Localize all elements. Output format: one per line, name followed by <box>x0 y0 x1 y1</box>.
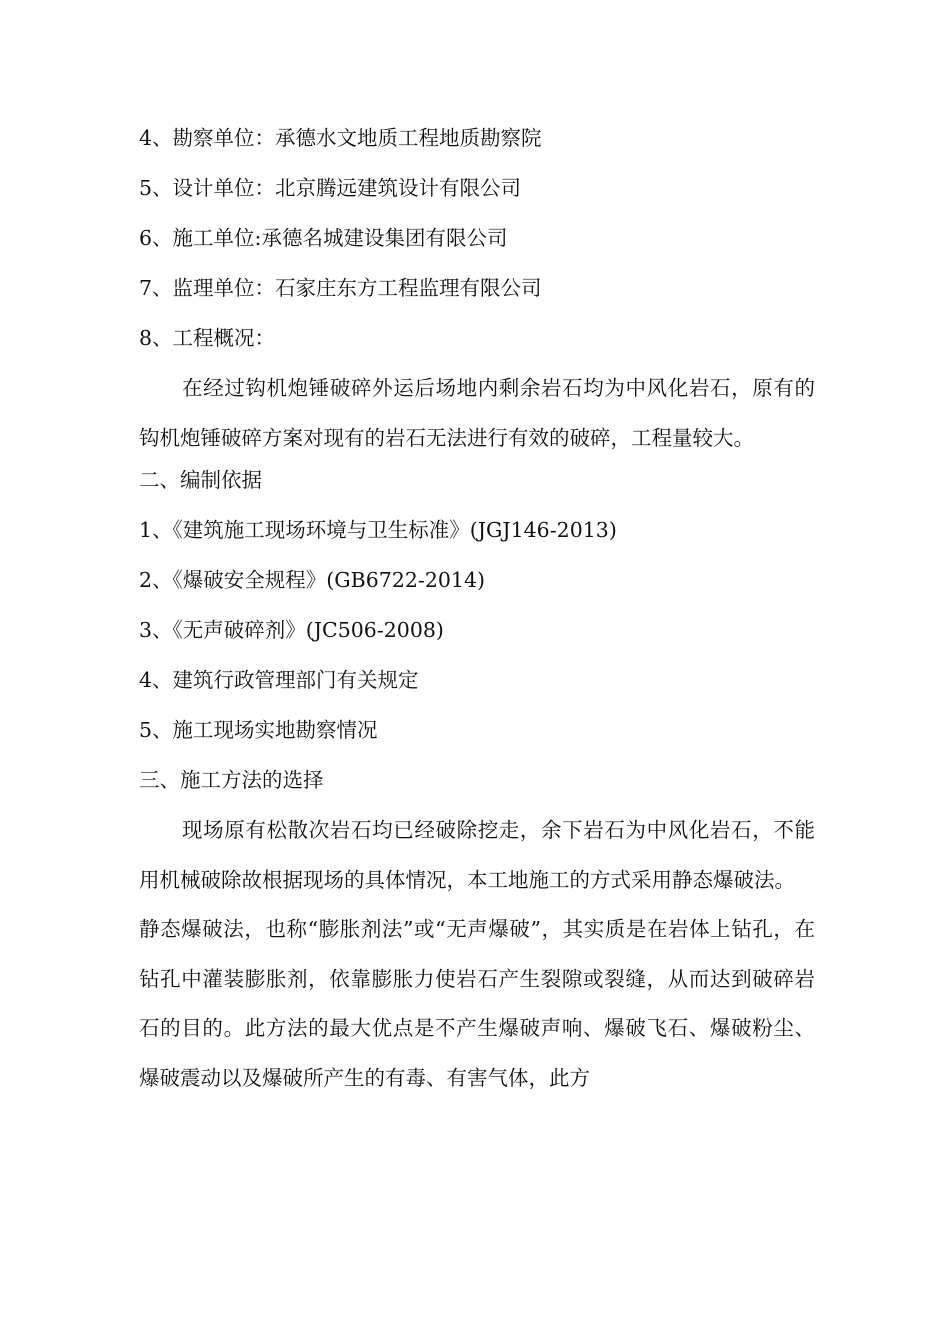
static-blasting-paragraph: 静态爆破法，也称“膨胀剂法”或“无声爆破”，其实质是在岩体上钻孔，在钻孔中灌装膨胀剂，依靠膨胀力使岩石产生裂隙或裂缝，从而达到破碎岩石的目的。此方法的最大优点是不产生爆破声响、爆破飞石、爆破粉尘、爆破震动以及爆破所产生的有毒、有害气体，此方 <box>139 917 815 1090</box>
basis-heading: 二、编制依据 <box>139 468 262 492</box>
supervision-unit-line: 7、监理单位：石家庄东方工程监理有限公司 <box>139 276 542 300</box>
method-heading: 三、施工方法的选择 <box>139 768 324 792</box>
overview-heading: 8、工程概况： <box>139 326 276 350</box>
basis-item-5: 5、施工现场实地勘察情况 <box>139 718 378 742</box>
basis-item-3: 3、《无声破碎剂》(JC506-2008) <box>139 618 444 642</box>
survey-unit-line: 4、勘察单位：承德水文地质工程地质勘察院 <box>139 126 542 150</box>
design-unit-line: 5、设计单位：北京腾远建筑设计有限公司 <box>139 176 522 200</box>
basis-item-4: 4、建筑行政管理部门有关规定 <box>139 668 419 692</box>
overview-paragraph: 在经过钩机炮锤破碎外运后场地内剩余岩石均为中风化岩石，原有的钩机炮锤破碎方案对现有的岩石无法进行有效的破碎，工程量较大。 <box>139 376 815 450</box>
basis-item-2: 2、《爆破安全规程》(GB6722-2014) <box>139 568 485 592</box>
construction-unit-line: 6、施工单位:承德名城建设集团有限公司 <box>139 226 508 250</box>
basis-item-1: 1、《建筑施工现场环境与卫生标准》(JGJ146-2013) <box>139 518 617 542</box>
method-intro-paragraph: 现场原有松散次岩石均已经破除挖走，余下岩石为中风化岩石，不能用机械破除故根据现场的具体情况，本工地施工的方式采用静态爆破法。 <box>139 818 815 892</box>
document-body <box>139 122 815 1103</box>
